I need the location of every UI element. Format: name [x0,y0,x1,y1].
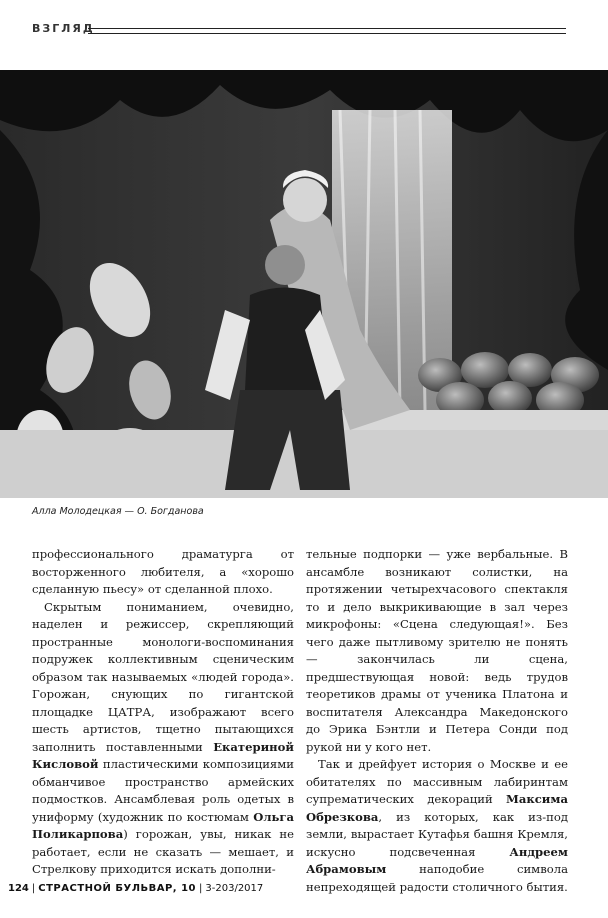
header-rule [88,28,566,34]
magazine-title: СТРАСТНОЙ БУЛЬВАР, 10 [38,883,197,894]
set-designer-name: Максима Обрезкова [306,792,568,824]
left-paragraph-1: профессионального драматурга от восторженного любителя, а «хорошо сделанную пьесу» от сделанной плохо. [32,547,294,596]
right-paragraph-1: тельные подпорки — уже вербальные. В ансамбле возникают солистки, на протяжении четырехчасового спектакля то и дело выкрикивающие в зал через микрофоны: «Сцена следующая!». Без чего даже пытливому зрителю не понять — закончилась ли сцена, предшествующая новой: ведь трудов теоретиков драмы от ученика Платона и воспитателя Александра Македонского до Эрика Бэнтли и Петера Сонди под рукой ни у кого нет. [306,547,568,754]
section-label: ВЗГЛЯД [32,22,95,35]
photo-caption: Алла Молодецкая — О. Богданова [32,506,204,517]
choreographer-name: Екатериной Кисловой [32,739,294,771]
left-text-column [32,546,294,879]
lighting-designer-name: Андреем Абрамовым [306,844,568,876]
page-footer: 124 | СТРАСТНОЙ БУЛЬВАР, 10 | 3-203/2017 [8,883,264,894]
costume-designer-name: Ольга Поликарпова [32,809,294,841]
right-text-column [306,546,568,896]
right-paragraph-2: Так и дрейфует история о Москве и ее обитателях по массивным лабиринтам супрематических декораций Максима Обрезкова, из которых, как из-под земли, вырастает Кутафья башня Кремля, искусно подсвеченная Андреем Абрамовым наподобие символа непреходящей радости столичного бытия. [306,757,568,894]
stage-photo-illustration [0,70,608,498]
left-paragraph-2: Скрытым пониманием, очевидно, наделен и режиссер, скрепляющий пространные монологи-воспоминания подружек коллективным сценическим образом так называемых «людей города». Горожан, снующих по гигантской площадке ЦАТРА, изображают всего шесть артистов, тщетно пытающихся заполнить поставленными Екатериной Кисловой пластическими композициями обманчивое пространство армейских подмостков. Ансамблевая роль одетых в униформу (художник по костюмам Ольга Поликарпова) горожан, увы, никак не работает, если не сказать — мешает, и Стрелкову приходится искать дополни- [32,599,294,876]
stage-photo [0,70,608,498]
page-number: 124 [8,883,29,894]
issue-number: 3-203/2017 [205,883,264,894]
